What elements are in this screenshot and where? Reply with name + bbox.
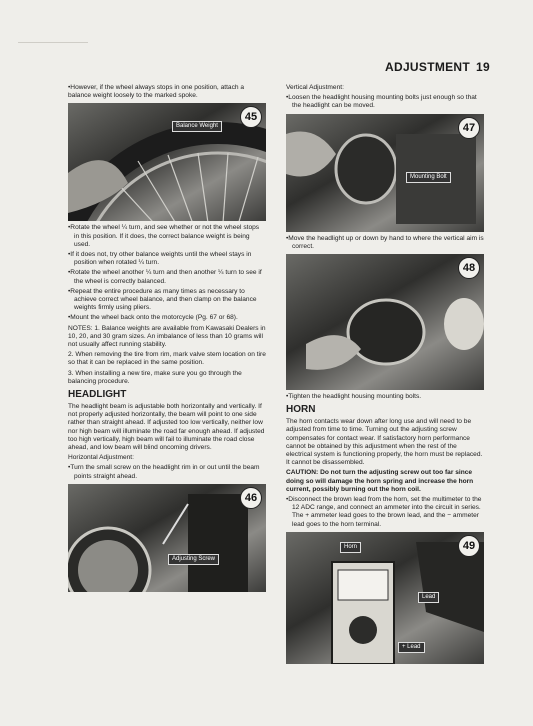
figure-45-photo [68, 103, 266, 221]
intro-paragraph: •However, if the wheel always stops in one position, attach a balance weight loosely to the marked spoke. [68, 84, 245, 100]
wheel-illustration [68, 103, 266, 221]
horn-multimeter-illustration [286, 532, 484, 664]
lead-label: Lead [418, 592, 439, 603]
rotate-again-step: •Rotate the wheel another ¼ turn and then another ¼ turn to see if the wheel is correctly balanced. [68, 269, 262, 285]
note-1: NOTES: 1. Balance weights are available from Kawasaki Dealers in 10, 20, and 30 gram sizes. An imbalance of less than 10 grams will not usually affect running stability. [68, 324, 266, 349]
headlight-paragraph: The headlight beam is adjustable both horizontally and vertically. If not properly adjusted horizontally, the beam will point to one side rather than straight ahead. If adjusted too low vertically, neither low nor high beam will illuminate the road far enough ahead. If adjusted too high vertically, high beam will fail to illuminate the road close ahead, and low beam will blind oncoming drivers. [68, 403, 265, 452]
horn-label: Horn [340, 542, 361, 553]
mount-wheel-step: •Mount the wheel back onto the motorcycle (Pg. 67 or 68). [68, 314, 238, 322]
tighten-bolts-step: •Tighten the headlight housing mounting bolts. [286, 393, 422, 401]
section-title: ADJUSTMENT [385, 60, 471, 74]
adjusting-screw-label: Adjusting Screw [168, 554, 219, 565]
page-header [290, 60, 490, 74]
headlight-bolt-illustration [286, 114, 484, 232]
vertical-adjustment-label: Vertical Adjustment: [286, 84, 344, 91]
rotate-step: •Rotate the wheel ¼ turn, and see whether or not the wheel stops in this position. If it does, the correct balance weight is being used. [68, 224, 260, 248]
figure-49-photo [286, 532, 484, 664]
horizontal-adjustment-label: Horizontal Adjustment: [68, 454, 134, 462]
try-other-weights-step: •If it does not, try other balance weights until the wheel stays in position when rotated ¼ turn. [68, 251, 252, 267]
headlight-illustration [68, 484, 266, 592]
move-headlight-step: •Move the headlight up or down by hand to where the vertical aim is correct. [286, 234, 484, 250]
headlight-heading: HEADLIGHT [68, 389, 127, 401]
figure-46-number: 46 [240, 487, 262, 509]
plus-lead-label: + Lead [398, 642, 425, 653]
top-rule [18, 42, 88, 43]
disconnect-lead-step: •Disconnect the brown lead from the horn, set the multimeter to the 12 ADC range, and connect an ammeter into the circuit in series. The + ammeter lead goes to the brown lead, and the − ammeter lead goes to the horn terminal. [286, 496, 482, 528]
headlight-aim-illustration [286, 254, 484, 390]
page-number: 19 [476, 60, 490, 74]
left-column [68, 84, 266, 595]
figure-47-photo [286, 114, 484, 232]
figure-48-number: 48 [458, 257, 480, 279]
right-column [286, 84, 484, 667]
loosen-bolts-step: •Loosen the headlight housing mounting bolts just enough so that the headlight can be moved. [286, 94, 477, 110]
figure-47-number: 47 [458, 117, 480, 139]
horn-paragraph: The horn contacts wear down after long use and will need to be adjusted from time to time. Turning out the adjusting screw compensates for contact wear. If satisfactory horn performance cannot be obtained by this adjustment when the rest of the electrical system is functioning properly, the horn must be replaced. It cannot be disassembled. [286, 418, 483, 467]
note-3: 3. When installing a new tire, make sure you go through the balancing procedure. [68, 369, 242, 385]
note-2: 2. When removing the tire from rim, mark valve stem location on tire so that it can be replaced in the same position. [68, 351, 266, 367]
horn-heading: HORN [286, 404, 316, 416]
figure-46-photo [68, 484, 266, 592]
figure-45-number: 45 [240, 106, 262, 128]
balance-weight-label: Balance Weight [172, 121, 222, 132]
repeat-step: •Repeat the entire procedure as many times as necessary to achieve correct wheel balance, and then clamp on the balance weights firmly using pliers. [68, 287, 257, 312]
figure-48-photo [286, 254, 484, 390]
horizontal-adjustment-step: •Turn the small screw on the headlight rim in or out until the beam points straight ahead. [68, 464, 260, 480]
mounting-bolt-label: Mounting Bolt [406, 172, 451, 183]
caution-paragraph: CAUTION: Do not turn the adjusting screw out too far since doing so will damage the horn spring and increase the horn current, possibly burning out the horn coil. [286, 469, 474, 493]
figure-49-number: 49 [458, 535, 480, 557]
